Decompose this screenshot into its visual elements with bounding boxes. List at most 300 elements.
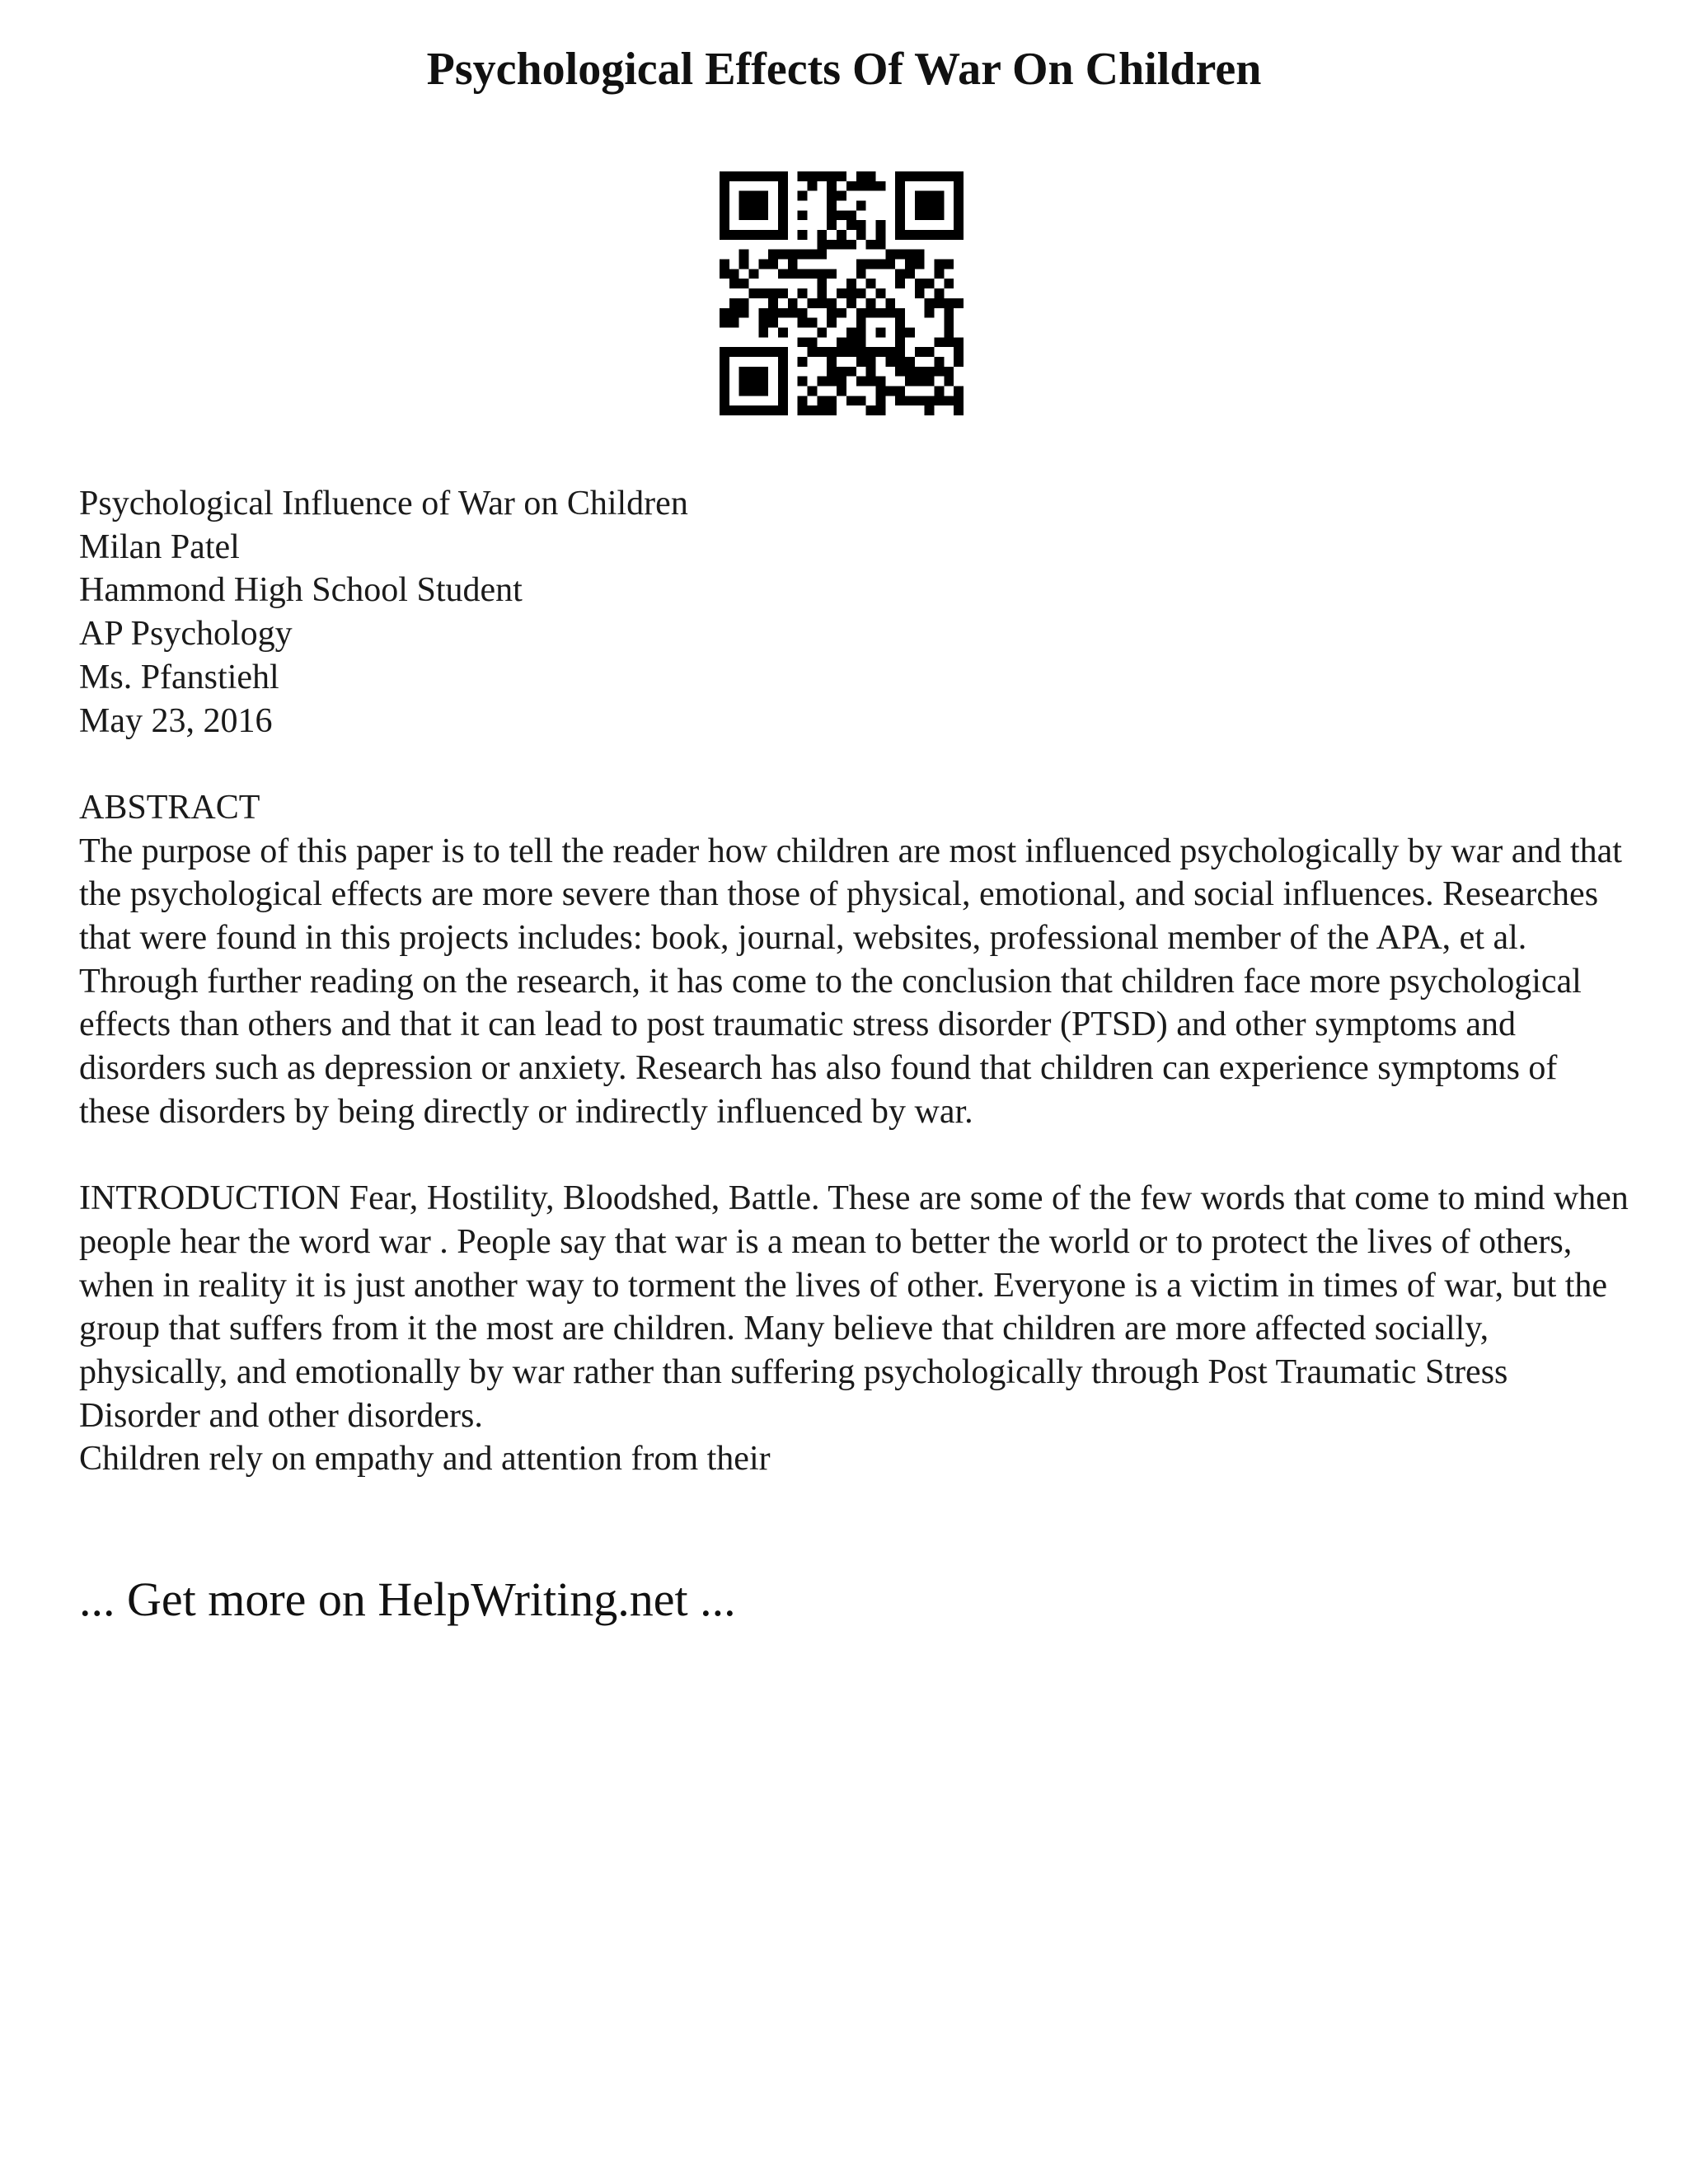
qr-module (788, 308, 798, 318)
qr-module (954, 181, 964, 191)
qr-module (915, 288, 925, 298)
qr-module (866, 181, 876, 191)
qr-module (817, 269, 827, 279)
qr-module (817, 250, 827, 260)
qr-module (739, 191, 749, 201)
qr-module (817, 405, 827, 415)
qr-module (739, 308, 749, 318)
qr-module (768, 171, 778, 181)
qr-module (846, 220, 856, 230)
qr-module (846, 240, 856, 250)
qr-module (827, 377, 837, 387)
qr-module (944, 171, 954, 181)
qr-module (934, 337, 944, 347)
qr-code-graphic (720, 171, 964, 415)
qr-module (895, 396, 905, 405)
qr-module (837, 230, 846, 240)
qr-module (739, 260, 749, 269)
qr-module (875, 327, 885, 337)
qr-module (827, 308, 837, 318)
qr-module (875, 405, 885, 415)
page-title: Psychological Effects Of War On Children (426, 44, 1262, 95)
qr-module (895, 337, 905, 347)
qr-module (954, 298, 964, 308)
qr-module (827, 240, 837, 250)
qr-module (944, 230, 954, 240)
qr-module (778, 327, 788, 337)
qr-module (925, 367, 935, 377)
qr-module (758, 210, 768, 220)
qr-module (739, 367, 749, 377)
qr-module (808, 337, 818, 347)
qr-module (749, 386, 759, 396)
qr-module (895, 230, 905, 240)
qr-module (749, 210, 759, 220)
qr-module (925, 230, 935, 240)
qr-module (875, 308, 885, 318)
qr-module (758, 308, 768, 318)
qr-module (895, 386, 905, 396)
qr-module (944, 318, 954, 328)
qr-module (720, 171, 729, 181)
qr-module (798, 396, 808, 405)
qr-module (944, 367, 954, 377)
qr-module (905, 250, 915, 260)
qr-module (944, 279, 954, 288)
qr-module (905, 327, 915, 337)
qr-module (808, 347, 818, 357)
qr-module (856, 396, 866, 405)
qr-module (925, 396, 935, 405)
qr-module (875, 377, 885, 387)
qr-module (758, 405, 768, 415)
qr-module (934, 288, 944, 298)
qr-module (866, 357, 876, 367)
qr-module (720, 386, 729, 396)
qr-module (808, 171, 818, 181)
qr-module (885, 308, 895, 318)
qr-module (798, 171, 808, 181)
qr-module (954, 357, 964, 367)
qr-module (758, 288, 768, 298)
qr-module (808, 181, 818, 191)
qr-module (798, 308, 808, 318)
qr-module (768, 260, 778, 269)
qr-module (846, 327, 856, 337)
qr-module (758, 367, 768, 377)
qr-module (729, 279, 739, 288)
qr-module (758, 347, 768, 357)
qr-module (866, 347, 876, 357)
qr-module (885, 357, 895, 367)
qr-module (925, 298, 935, 308)
qr-module (827, 318, 837, 328)
qr-module (749, 191, 759, 201)
qr-module (808, 250, 818, 260)
qr-module (720, 210, 729, 220)
qr-module (866, 298, 876, 308)
qr-module (915, 210, 925, 220)
qr-module (915, 260, 925, 269)
qr-module (954, 405, 964, 415)
qr-module (827, 298, 837, 308)
qr-module (856, 171, 866, 181)
qr-module (895, 210, 905, 220)
qr-module (749, 288, 759, 298)
qr-module (778, 269, 788, 279)
qr-module (778, 396, 788, 405)
qr-module (856, 201, 866, 211)
qr-module (915, 367, 925, 377)
qr-module (758, 171, 768, 181)
qr-module (749, 230, 759, 240)
qr-module (827, 367, 837, 377)
qr-module (915, 201, 925, 211)
qr-module (875, 230, 885, 240)
qr-module (739, 405, 749, 415)
qr-module (778, 288, 788, 298)
qr-module (729, 308, 739, 318)
qr-module (720, 396, 729, 405)
abstract-heading: ABSTRACT (79, 788, 260, 827)
qr-module (768, 308, 778, 318)
qr-module (827, 171, 837, 181)
qr-module (817, 396, 827, 405)
qr-module (758, 201, 768, 211)
qr-module (817, 377, 827, 387)
qr-module (758, 230, 768, 240)
qr-module (739, 298, 749, 308)
document-body (79, 482, 1629, 1481)
qr-module (778, 377, 788, 387)
qr-module (934, 298, 944, 308)
qr-module (817, 347, 827, 357)
qr-module (895, 327, 905, 337)
qr-module (885, 347, 895, 357)
qr-module (837, 171, 846, 181)
qr-module (768, 347, 778, 357)
qr-module (915, 396, 925, 405)
qr-module (729, 171, 739, 181)
qr-module (885, 250, 895, 260)
qr-module (846, 347, 856, 357)
qr-module (895, 191, 905, 201)
qr-module (875, 240, 885, 250)
qr-module (720, 220, 729, 230)
qr-module (837, 337, 846, 347)
qr-module (925, 347, 935, 357)
qr-module (934, 230, 944, 240)
author-name: Milan Patel (79, 527, 240, 566)
qr-module (817, 327, 827, 337)
qr-module (749, 405, 759, 415)
qr-module (944, 327, 954, 337)
qr-module (866, 260, 876, 269)
qr-module (846, 396, 856, 405)
qr-module (778, 230, 788, 240)
qr-module (720, 367, 729, 377)
qr-module (954, 386, 964, 396)
qr-module (846, 288, 856, 298)
qr-module (739, 210, 749, 220)
qr-module (905, 269, 915, 279)
qr-module (739, 230, 749, 240)
qr-module (720, 308, 729, 318)
qr-module (827, 191, 837, 201)
qr-module (846, 210, 856, 220)
qr-module (846, 337, 856, 347)
qr-module (954, 210, 964, 220)
qr-module (954, 337, 964, 347)
qr-module (905, 396, 915, 405)
qr-module (925, 201, 935, 211)
qr-module (808, 269, 818, 279)
qr-module (895, 318, 905, 328)
qr-module (837, 191, 846, 201)
qr-module (944, 396, 954, 405)
qr-module (729, 298, 739, 308)
qr-module (808, 386, 818, 396)
qr-module (905, 260, 915, 269)
qr-module (720, 269, 729, 279)
qr-module (778, 210, 788, 220)
qr-module (837, 377, 846, 387)
qr-module (798, 250, 808, 260)
qr-module (837, 288, 846, 298)
qr-module (778, 308, 788, 318)
qr-module (788, 260, 798, 269)
qr-module (817, 171, 827, 181)
qr-module (846, 367, 856, 377)
qr-module (944, 377, 954, 387)
qr-module (944, 260, 954, 269)
qr-module (837, 240, 846, 250)
qr-module (895, 220, 905, 230)
spacer (79, 1134, 1629, 1178)
qr-module (720, 405, 729, 415)
qr-module (895, 269, 905, 279)
qr-module (837, 386, 846, 396)
qr-module (837, 308, 846, 318)
qr-module (895, 279, 905, 288)
qr-module (749, 367, 759, 377)
qr-module (827, 347, 837, 357)
course-name: AP Psychology (79, 615, 293, 654)
get-more-link[interactable]: ... Get more on HelpWriting.net ... (79, 1572, 736, 1626)
qr-module (808, 405, 818, 415)
qr-module (934, 357, 944, 367)
qr-module (925, 210, 935, 220)
qr-module (837, 367, 846, 377)
qr-module (817, 288, 827, 298)
qr-module (846, 279, 856, 288)
qr-module (856, 269, 866, 279)
qr-module (798, 230, 808, 240)
qr-module (720, 201, 729, 211)
qr-module (778, 367, 788, 377)
qr-module (778, 357, 788, 367)
qr-module (875, 220, 885, 230)
qr-module (934, 367, 944, 377)
qr-module (925, 308, 935, 318)
qr-module (720, 347, 729, 357)
qr-module (954, 230, 964, 240)
paper-date: May 23, 2016 (79, 701, 273, 740)
qr-module (798, 337, 808, 347)
qr-module (856, 357, 866, 367)
qr-module (827, 201, 837, 211)
qr-module (915, 171, 925, 181)
qr-module (866, 367, 876, 377)
qr-module (856, 377, 866, 387)
qr-module (954, 191, 964, 201)
qr-module (915, 377, 925, 387)
qr-module (934, 260, 944, 269)
qr-module (875, 260, 885, 269)
abstract-body: The purpose of this paper is to tell the reader how children are most influenced psychologically by war and that the psychological effects are more severe than those of physical, emotional, and social influences. Researches that were found in this projects includes: book, journal, websites, professional member of the APA, et al. Through further reading on the research, it has come to the conclusion that children face more psychological effects than others and that it can lead to post traumatic stress disorder (PTSD) and other symptoms and disorders such as depression or anxiety. Research has also found that children can experience symptoms of these disorders by being directly or indirectly influenced by war. (79, 832, 1622, 1131)
qr-module (925, 279, 935, 288)
qr-module (895, 347, 905, 357)
qr-module (758, 386, 768, 396)
qr-module (827, 181, 837, 191)
author-affiliation: Hammond High School Student (79, 571, 523, 610)
qr-module (788, 298, 798, 308)
qr-module (817, 279, 827, 288)
qr-module (739, 250, 749, 260)
qr-module (866, 377, 876, 387)
qr-module (915, 191, 925, 201)
qr-module (768, 288, 778, 298)
paper-subtitle: Psychological Influence of War on Children (79, 485, 688, 523)
qr-module (905, 357, 915, 367)
qr-module (895, 357, 905, 367)
qr-module (954, 347, 964, 357)
spacer (79, 743, 1629, 786)
qr-module (739, 201, 749, 211)
qr-module (915, 230, 925, 240)
qr-module (856, 347, 866, 357)
qr-module (749, 269, 759, 279)
qr-module (856, 327, 866, 337)
qr-module (856, 337, 866, 347)
qr-module (739, 171, 749, 181)
introduction-body: INTRODUCTION Fear, Hostility, Bloodshed, Battle. These are some of the few words that come to mind when people hear the word war . People say that war is a mean to better the world or to protect the lives of others, when in reality it is just another way to torment the lives of other. Everyone is a victim in times of war, but the group that suffers from it the most are children. Many believe that children are more affected socially, physically, and emotionally by war rather than suffering psychologically through Post Traumatic Stress Disorder and other disorders. (79, 1179, 1629, 1435)
qr-module (827, 405, 837, 415)
qr-module (739, 347, 749, 357)
qr-module (749, 347, 759, 357)
qr-module (720, 260, 729, 269)
qr-module (915, 279, 925, 288)
qr-module (934, 396, 944, 405)
qr-module (827, 357, 837, 367)
qr-module (837, 347, 846, 357)
qr-module (778, 220, 788, 230)
qr-module (954, 220, 964, 230)
qr-module (885, 298, 895, 308)
qr-module (778, 201, 788, 211)
qr-module (720, 230, 729, 240)
qr-module (827, 396, 837, 405)
qr-module (729, 318, 739, 328)
qr-module (944, 298, 954, 308)
qr-module (915, 250, 925, 260)
qr-module (866, 171, 876, 181)
qr-module (817, 240, 827, 250)
qr-module (905, 367, 915, 377)
qr-module (729, 347, 739, 357)
qr-module (866, 308, 876, 318)
qr-module (788, 250, 798, 260)
qr-module (925, 191, 935, 201)
qr-module (895, 308, 905, 318)
qr-module (798, 357, 808, 367)
qr-module (827, 210, 837, 220)
qr-module (885, 260, 895, 269)
qr-module (768, 318, 778, 328)
qr-module (749, 377, 759, 387)
qr-module (798, 269, 808, 279)
qr-module (798, 210, 808, 220)
qr-module (925, 377, 935, 387)
qr-module (817, 230, 827, 240)
qr-module (895, 181, 905, 191)
qr-module (817, 298, 827, 308)
qr-module (875, 288, 885, 298)
qr-module (875, 386, 885, 396)
qr-module (925, 171, 935, 181)
qr-module (837, 210, 846, 220)
paper-metadata (79, 482, 1629, 743)
qr-module (778, 347, 788, 357)
qr-module (720, 318, 729, 328)
qr-module (778, 181, 788, 191)
qr-module (866, 405, 876, 415)
qr-module (954, 396, 964, 405)
qr-module (758, 318, 768, 328)
qr-module (827, 220, 837, 230)
qr-module (720, 377, 729, 387)
qr-module (720, 181, 729, 191)
qr-module (895, 250, 905, 260)
qr-module (758, 260, 768, 269)
qr-module (758, 327, 768, 337)
qr-module (954, 201, 964, 211)
qr-module (856, 308, 866, 318)
qr-module (808, 318, 818, 328)
qr-module (856, 260, 866, 269)
qr-module (934, 269, 944, 279)
introduction-continuation: Children rely on empathy and attention from their (79, 1440, 771, 1479)
qr-module (720, 357, 729, 367)
qr-code-icon (720, 171, 964, 415)
qr-module (934, 201, 944, 211)
qr-module (768, 405, 778, 415)
qr-module (749, 201, 759, 211)
qr-module (798, 377, 808, 387)
qr-module (934, 386, 944, 396)
qr-module (749, 171, 759, 181)
qr-module (875, 396, 885, 405)
qr-module (954, 171, 964, 181)
qr-module (768, 298, 778, 308)
qr-module (915, 347, 925, 357)
qr-module (720, 191, 729, 201)
qr-module (944, 337, 954, 347)
qr-module (934, 191, 944, 201)
qr-module (875, 181, 885, 191)
qr-module (856, 318, 866, 328)
qr-module (905, 230, 915, 240)
